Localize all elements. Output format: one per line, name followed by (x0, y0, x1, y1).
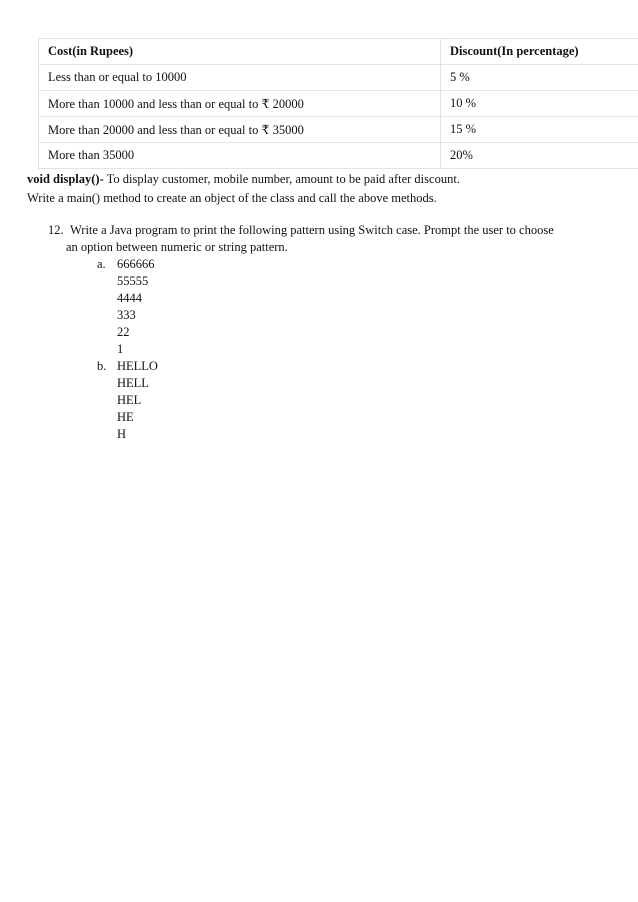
pattern-line: 333 (117, 308, 136, 322)
pattern-line: HE (117, 410, 134, 424)
part-a-marker: a. (97, 257, 106, 271)
table-row (39, 143, 638, 169)
table-row (39, 91, 638, 117)
table-cell-cost: More than 35000 (39, 143, 441, 169)
pattern-line: 55555 (117, 274, 149, 288)
main-method-instruction: Write a main() method to create an object of the class and call the above methods. (27, 191, 437, 205)
pattern-line: 666666 (117, 257, 155, 271)
pattern-line: 4444 (117, 291, 142, 305)
table-cell-cost: Less than or equal to 10000 (39, 65, 441, 91)
table-row (39, 65, 638, 91)
pattern-line: HELL (117, 376, 149, 390)
pattern-line: 22 (117, 325, 130, 339)
display-method-line (27, 172, 460, 187)
table-header-discount: Discount(In percentage) (441, 39, 638, 65)
question-text-line1: Write a Java program to print the following pattern using Switch case. Prompt the user to choose (70, 223, 554, 237)
discount-table (38, 38, 638, 169)
question-text-line2: an option between numeric or string pattern. (66, 240, 288, 254)
table-cell-discount: 20% (441, 143, 638, 169)
part-b-marker: b. (97, 359, 107, 373)
pattern-line: 1 (117, 342, 124, 356)
table-header-row (39, 39, 638, 65)
pattern-line: HELLO (117, 359, 158, 373)
table-cell-discount: 10 % (441, 91, 638, 117)
table-cell-cost: More than 20000 and less than or equal to ₹ 35000 (39, 117, 441, 143)
display-method-name: void display()- (27, 172, 104, 186)
display-method-description: To display customer, mobile number, amount to be paid after discount. (103, 172, 460, 186)
table-cell-discount: 15 % (441, 117, 638, 143)
pattern-line: HEL (117, 393, 142, 407)
pattern-line: H (117, 427, 127, 441)
table-cell-cost: More than 10000 and less than or equal to ₹ 20000 (39, 91, 441, 117)
table-header-cost: Cost(in Rupees) (39, 39, 441, 65)
table-row (39, 117, 638, 143)
question-number: 12. (48, 223, 64, 237)
table-cell-discount: 5 % (441, 65, 638, 91)
